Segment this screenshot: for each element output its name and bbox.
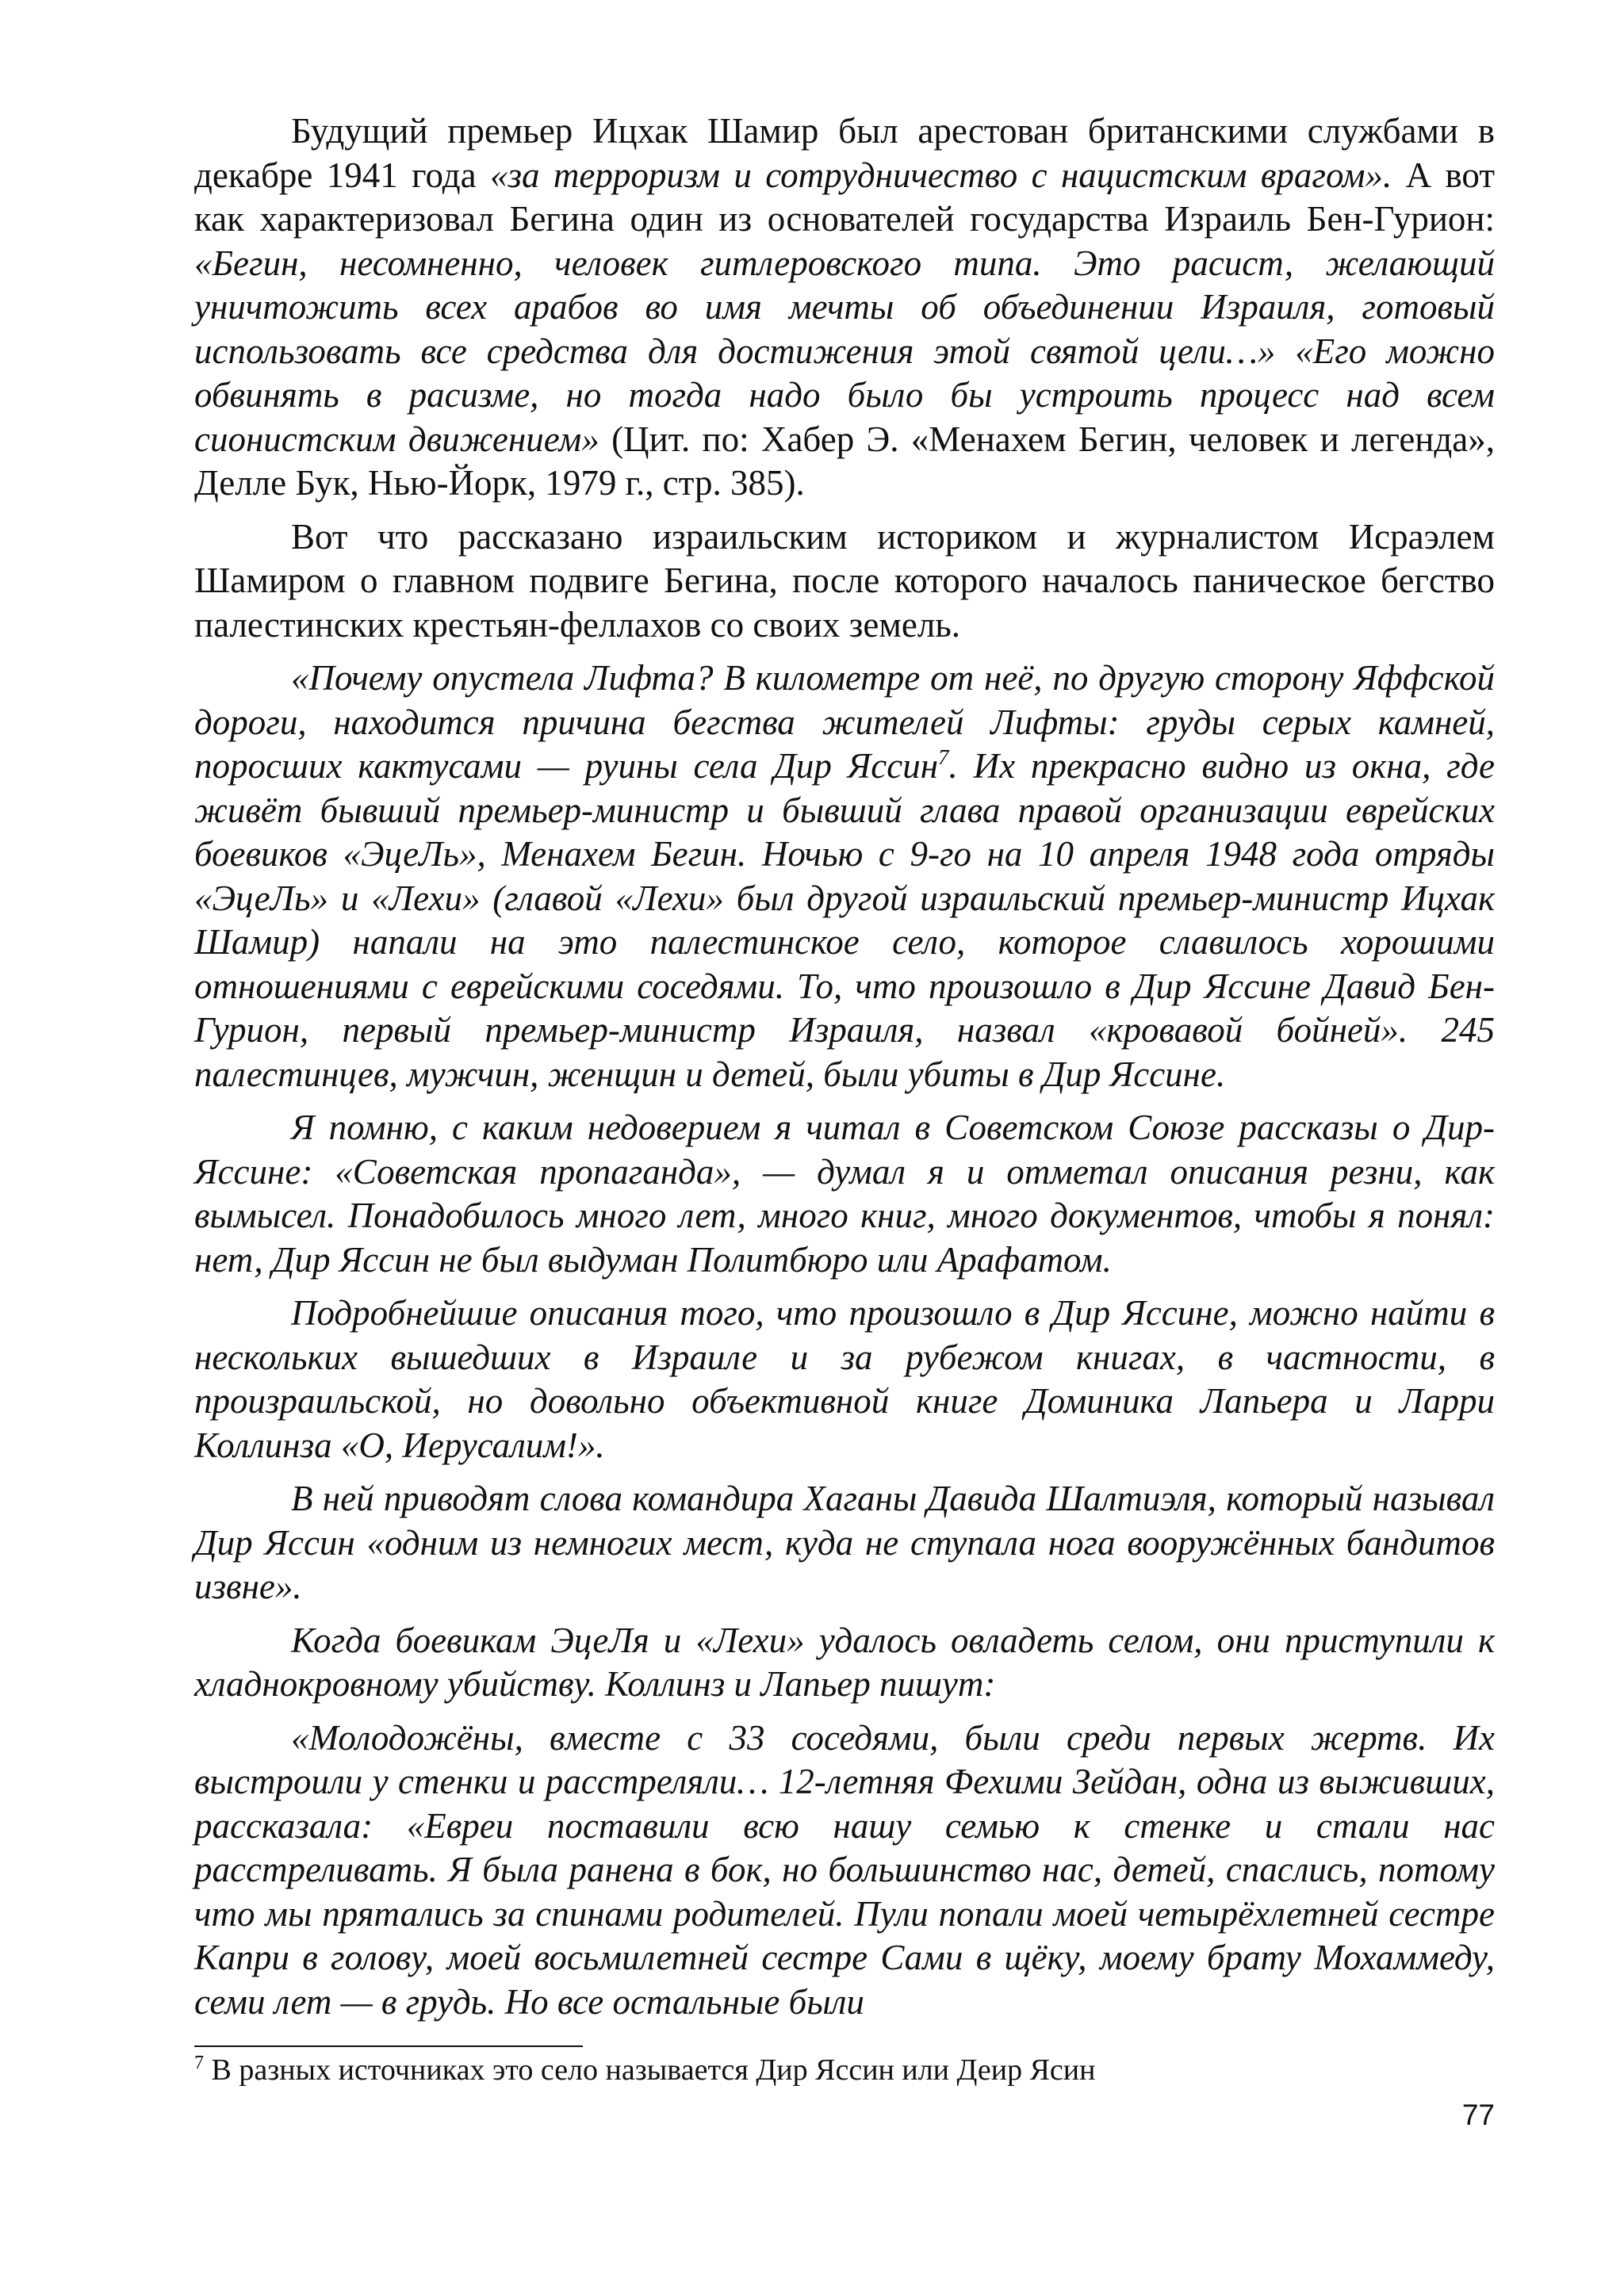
paragraph-1-citation: (Цит. по: Хабер Э. «Менахем Бегин, человек и легенда», Делле Бук, Нью-Йорк, 1979 г., стр. 385). (194, 419, 1495, 503)
paragraph-1 (194, 109, 1495, 506)
page-number: 77 (1461, 2099, 1495, 2131)
paragraph-7-quote: Когда боевикам ЭцеЛя и «Лехи» удалось овладеть селом, они приступили к хладнокровному убийству. Коллинз и Лапьер пишут: (194, 1620, 1495, 1704)
paragraph-3-quote (194, 656, 1495, 1096)
page-body (194, 109, 1495, 2024)
paragraph-3-text-before-footnote: «Почему опустела Лифта? В километре от неё, по другую сторону Яффской дороги, находится причина бегства жителей Лифты: груды серых камней, поросших кактусами — руины села Дир Яссин (194, 658, 1495, 786)
paragraph-1-part-2: А вот как характеризовал Бегина один из основателей государства Израиль Бен-Гурион: (194, 155, 1495, 239)
paragraph-4-quote: Я помню, с каким недоверием я читал в Советском Союзе рассказы о Дир-Яссине: «Советская пропаганда», — думал я и отметал описания резни, как вымысел. Понадобилось много лет, много книг, много документов, чтобы я понял: нет, Дир Яссин не был выдуман Политбюро или Арафатом. (194, 1108, 1495, 1280)
paragraph-3-text-after-footnote: . Их прекрасно видно из окна, где живёт бывший премьер-министр и бывший глава правой организации еврейских боевиков «ЭцеЛь», Менахем Бегин. Ночью с 9-го на 10 апреля 1948 года отряды «ЭцеЛь» и «Лехи» (главой «Лехи» был другой израильский премьер-министр Ицхак Шамир) напали на это палестинское село, которое славилось хорошими отношениями с еврейскими соседями. То, что произошло в Дир Яссине Давид Бен-Гурион, первый премьер-министр Израиля, назвал «кровавой бойней». 245 палестинцев, мужчин, женщин и детей, были убиты в Дир Яссине. (194, 746, 1495, 1094)
paragraph-6-quote: В ней приводят слова командира Хаганы Давида Шалтиэля, который называл Дир Яссин «одним из немногих мест, куда не ступала нога вооружённых бандитов извне». (194, 1479, 1495, 1606)
paragraph-8-quote: «Молодожёны, вместе с 33 соседями, были среди первых жертв. Их выстроили у стенки и расстреляли… 12-летняя Фехими Зейдан, одна из выживших, рассказала: «Евреи поставили всю нашу семью к стенке и стали нас расстреливать. Я была ранена в бок, но большинство нас, детей, спаслись, потому что мы прятались за спинами родителей. Пули попали моей четырёхлетней сестре Капри в голову, моей восьмилетней сестре Сами в щёку, моему брату Мохаммеду, семи лет — в грудь. Но все остальные были (194, 1717, 1495, 2022)
footnote-separator (194, 2045, 583, 2047)
footnote-marker: 7 (194, 2053, 204, 2073)
footnote (194, 2051, 1495, 2089)
paragraph-1-quote-2: «Бегин, несомненно, человек гитлеровского типа. Это расист, желающий уничтожить всех арабов во имя мечты об объединении Израиля, готовый использовать все средства для достижения этой святой цели…» «Его можно обвинять в расизме, но тогда надо было бы устроить процесс над всем сионистским движением» (194, 243, 1495, 459)
paragraph-1-part-1: Будущий премьер Ицхак Шамир был арестован британскими службами в декабре 1941 года (194, 111, 1495, 195)
paragraph-2: Вот что рассказано израильским историком и журналистом Исраэлем Шамиром о главном подвиге Бегина, после которого началось паническое бегство палестинских крестьян-феллахов со своих земель. (194, 516, 1495, 645)
footnote-text: В разных источниках это село называется Дир Яссин или Деир Ясин (204, 2053, 1096, 2087)
paragraph-5-quote: Подробнейшие описания того, что произошло в Дир Яссине, можно найти в нескольких вышедших в Израиле и за рубежом книгах, в частности, в произраильской, но довольно объективной книге Доминика Лапьера и Ларри Коллинза «О, Иерусалим!». (194, 1293, 1495, 1465)
paragraph-1-quote-1: «за терроризм и сотрудничество с нацистским врагом». (489, 155, 1392, 195)
footnote-reference[interactable]: 7 (938, 745, 949, 769)
